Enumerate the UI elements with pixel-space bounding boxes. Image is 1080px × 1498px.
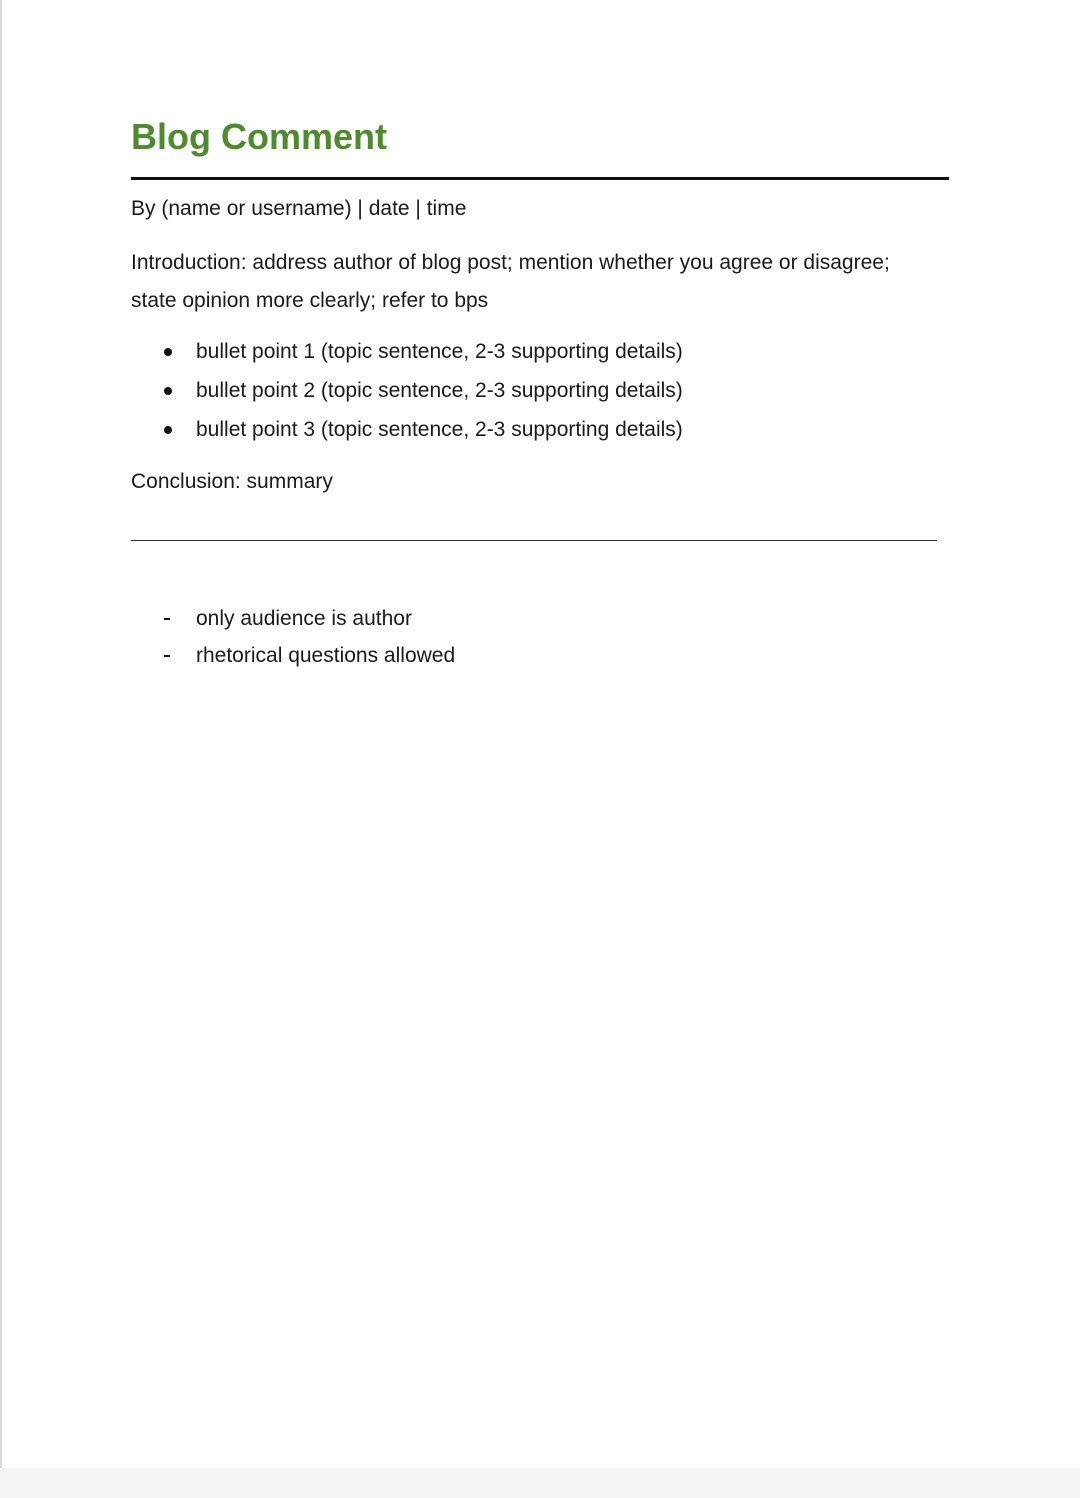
note-text: only audience is author	[196, 607, 412, 630]
page-title: Blog Comment	[131, 116, 387, 157]
byline: By (name or username) | date | time	[131, 197, 467, 220]
dash-icon	[164, 655, 170, 657]
note-text: rhetorical questions allowed	[196, 644, 456, 667]
dash-icon	[164, 618, 170, 620]
introduction-line: Introduction: address author of blog post; mention whether you agree or disagree;	[131, 251, 890, 274]
bullet-text: bullet point 2 (topic sentence, 2-3 supporting details)	[196, 379, 683, 402]
bullet-icon	[164, 387, 172, 395]
conclusion-paragraph: Conclusion: summary	[131, 470, 333, 493]
page-bottom-strip	[0, 1468, 1080, 1498]
section-divider	[131, 540, 937, 541]
bullet-text: bullet point 1 (topic sentence, 2-3 supporting details)	[196, 340, 683, 363]
document-page	[131, 110, 949, 667]
bullet-icon	[164, 426, 172, 434]
introduction-line: state opinion more clearly; refer to bps	[131, 289, 489, 312]
page-left-edge	[0, 0, 2, 1498]
bullet-icon	[164, 348, 172, 356]
introduction-paragraph	[131, 244, 949, 320]
bullet-text: bullet point 3 (topic sentence, 2-3 supporting details)	[196, 418, 683, 441]
title-underline-rule	[131, 177, 949, 180]
